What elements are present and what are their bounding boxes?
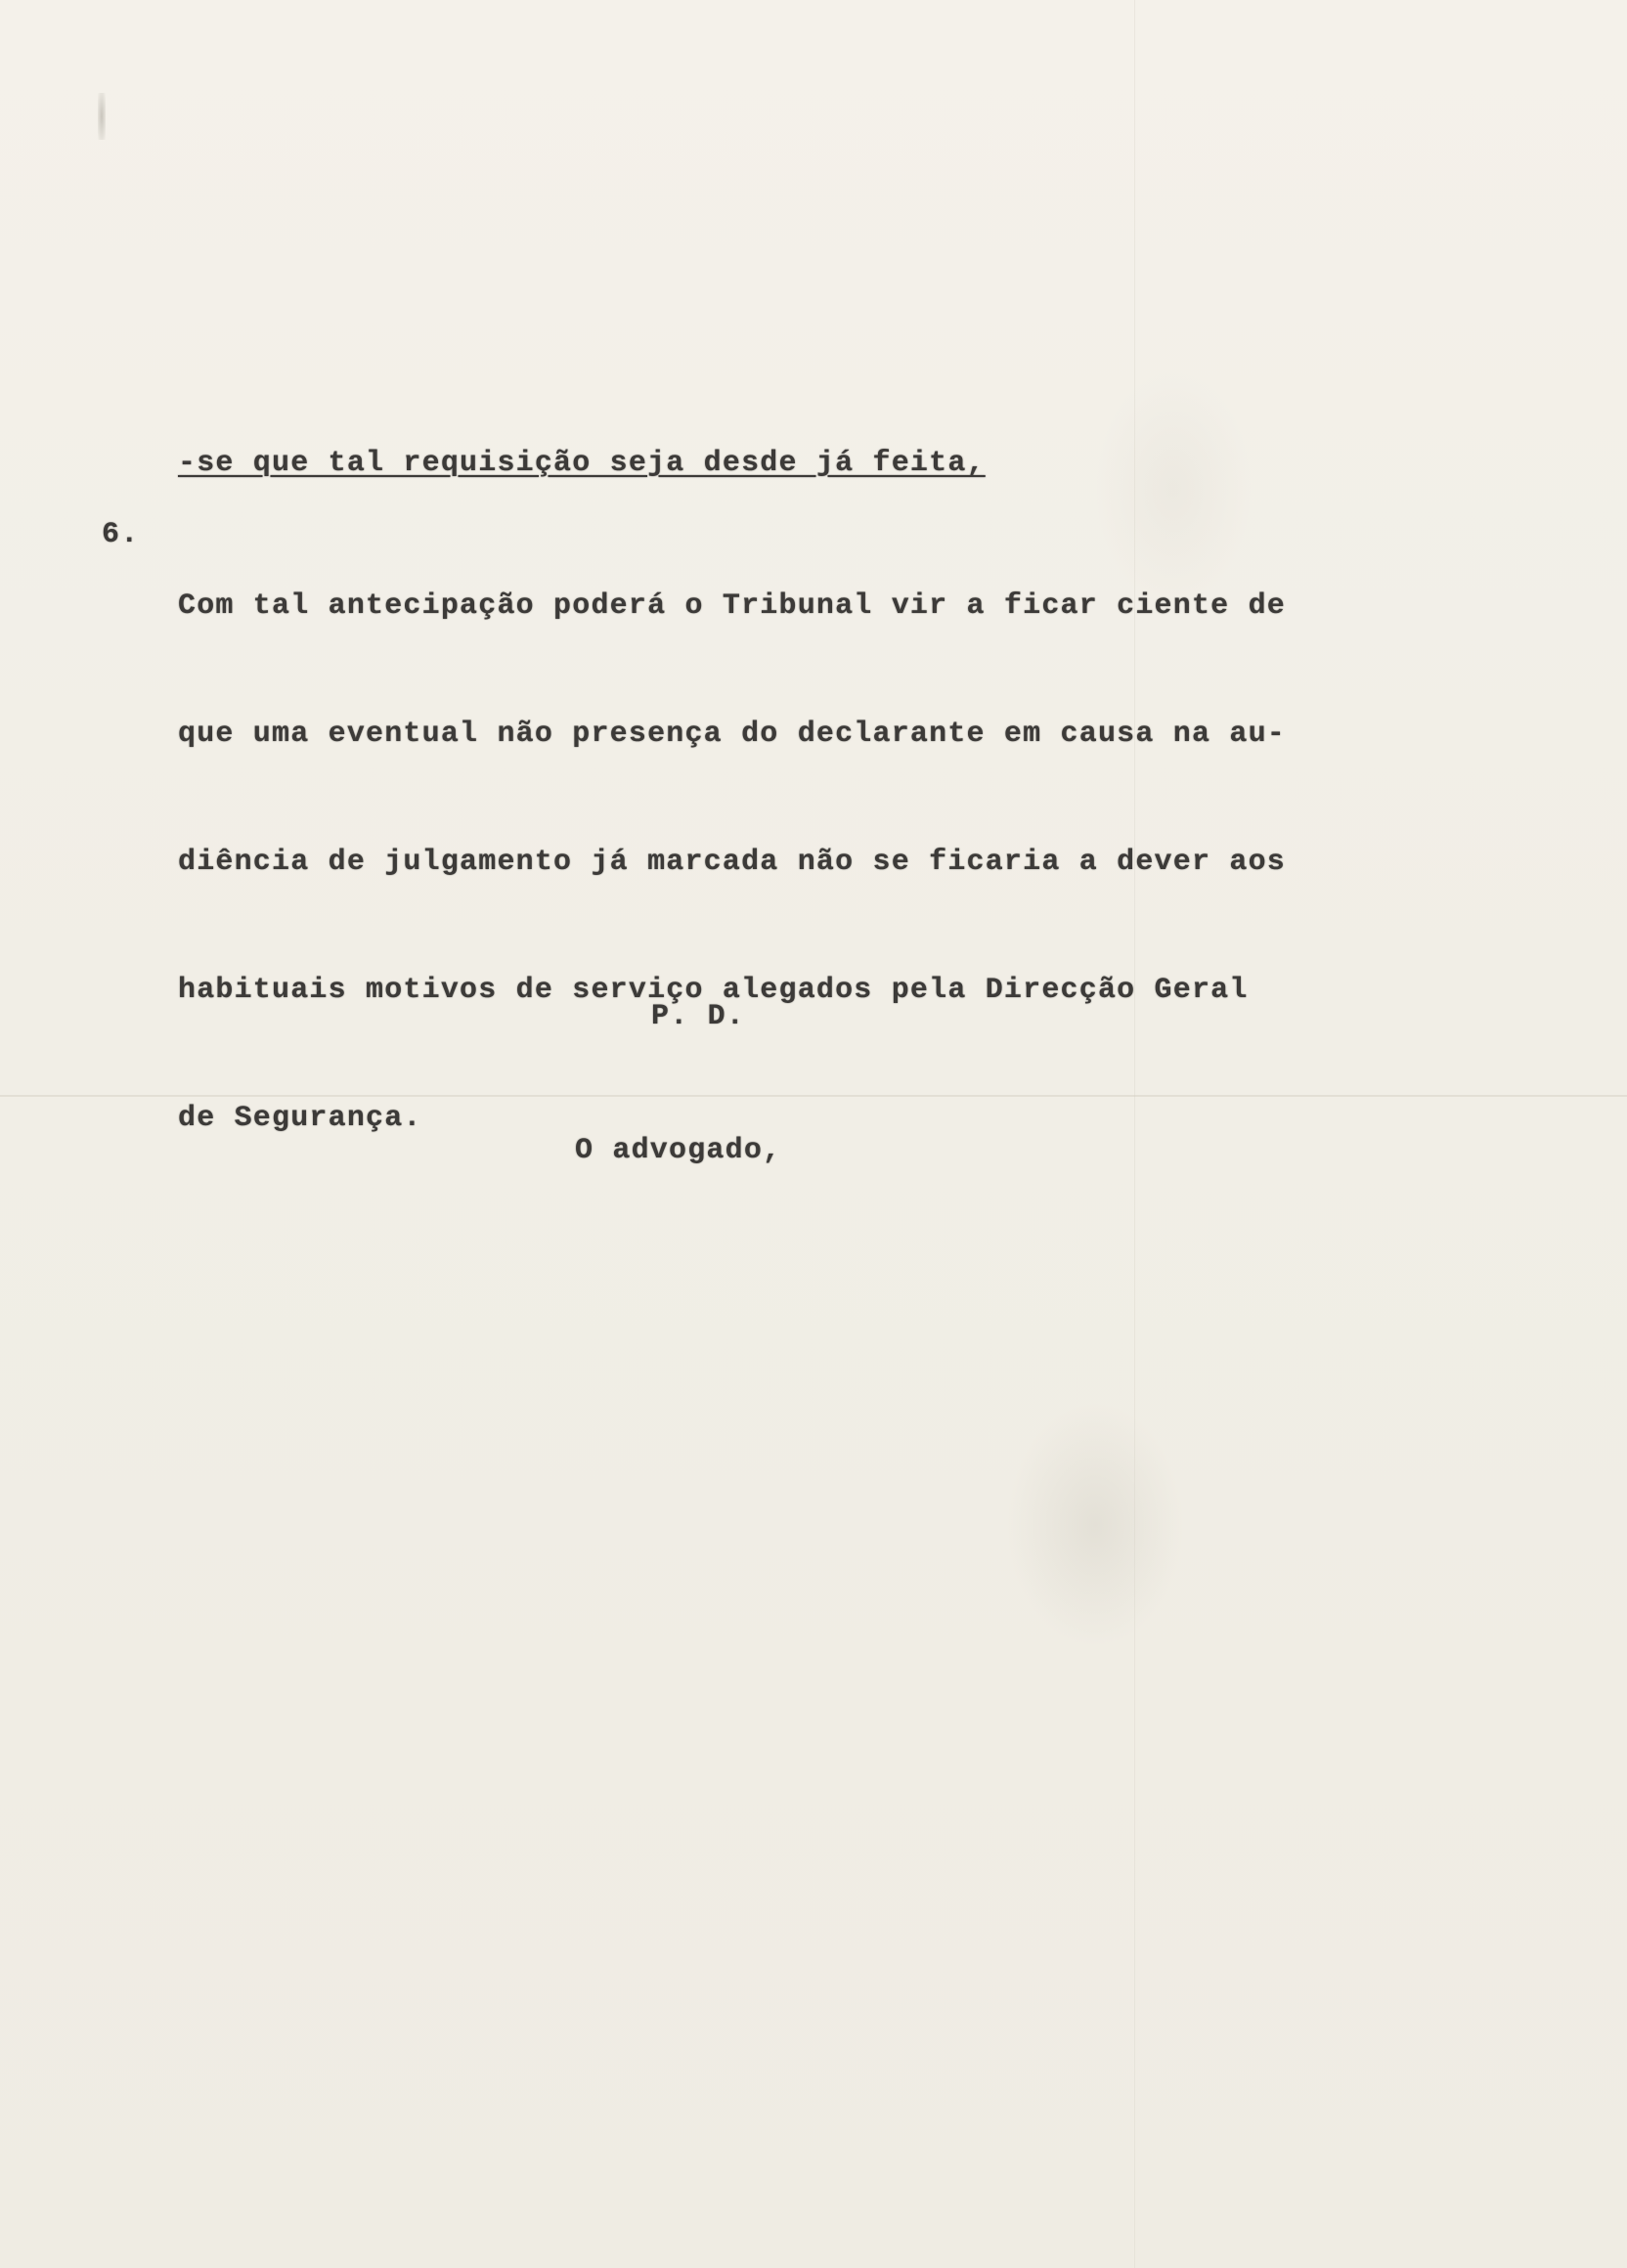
item-number: 6. (102, 518, 140, 551)
closing-pd: P. D. (651, 1000, 746, 1033)
paragraph-6 (178, 518, 1286, 1225)
paragraph-line: de Segurança. (178, 1102, 422, 1135)
continuation-line: -se que tal requisição seja desde já feita, (178, 447, 986, 480)
paragraph-line: habituais motivos de serviço alegados pela Direcção Geral (178, 974, 1249, 1007)
paragraph-line: que uma eventual não presença do declarante em causa na au- (178, 718, 1286, 751)
paragraph-line: Com tal antecipação poderá o Tribunal vir a ficar ciente de (178, 589, 1286, 623)
paragraph-line: diência de julgamento já marcada não se ficaria a dever aos (178, 846, 1286, 879)
paper-speck (98, 93, 106, 140)
closing-signature: O advogado, (575, 1134, 782, 1167)
